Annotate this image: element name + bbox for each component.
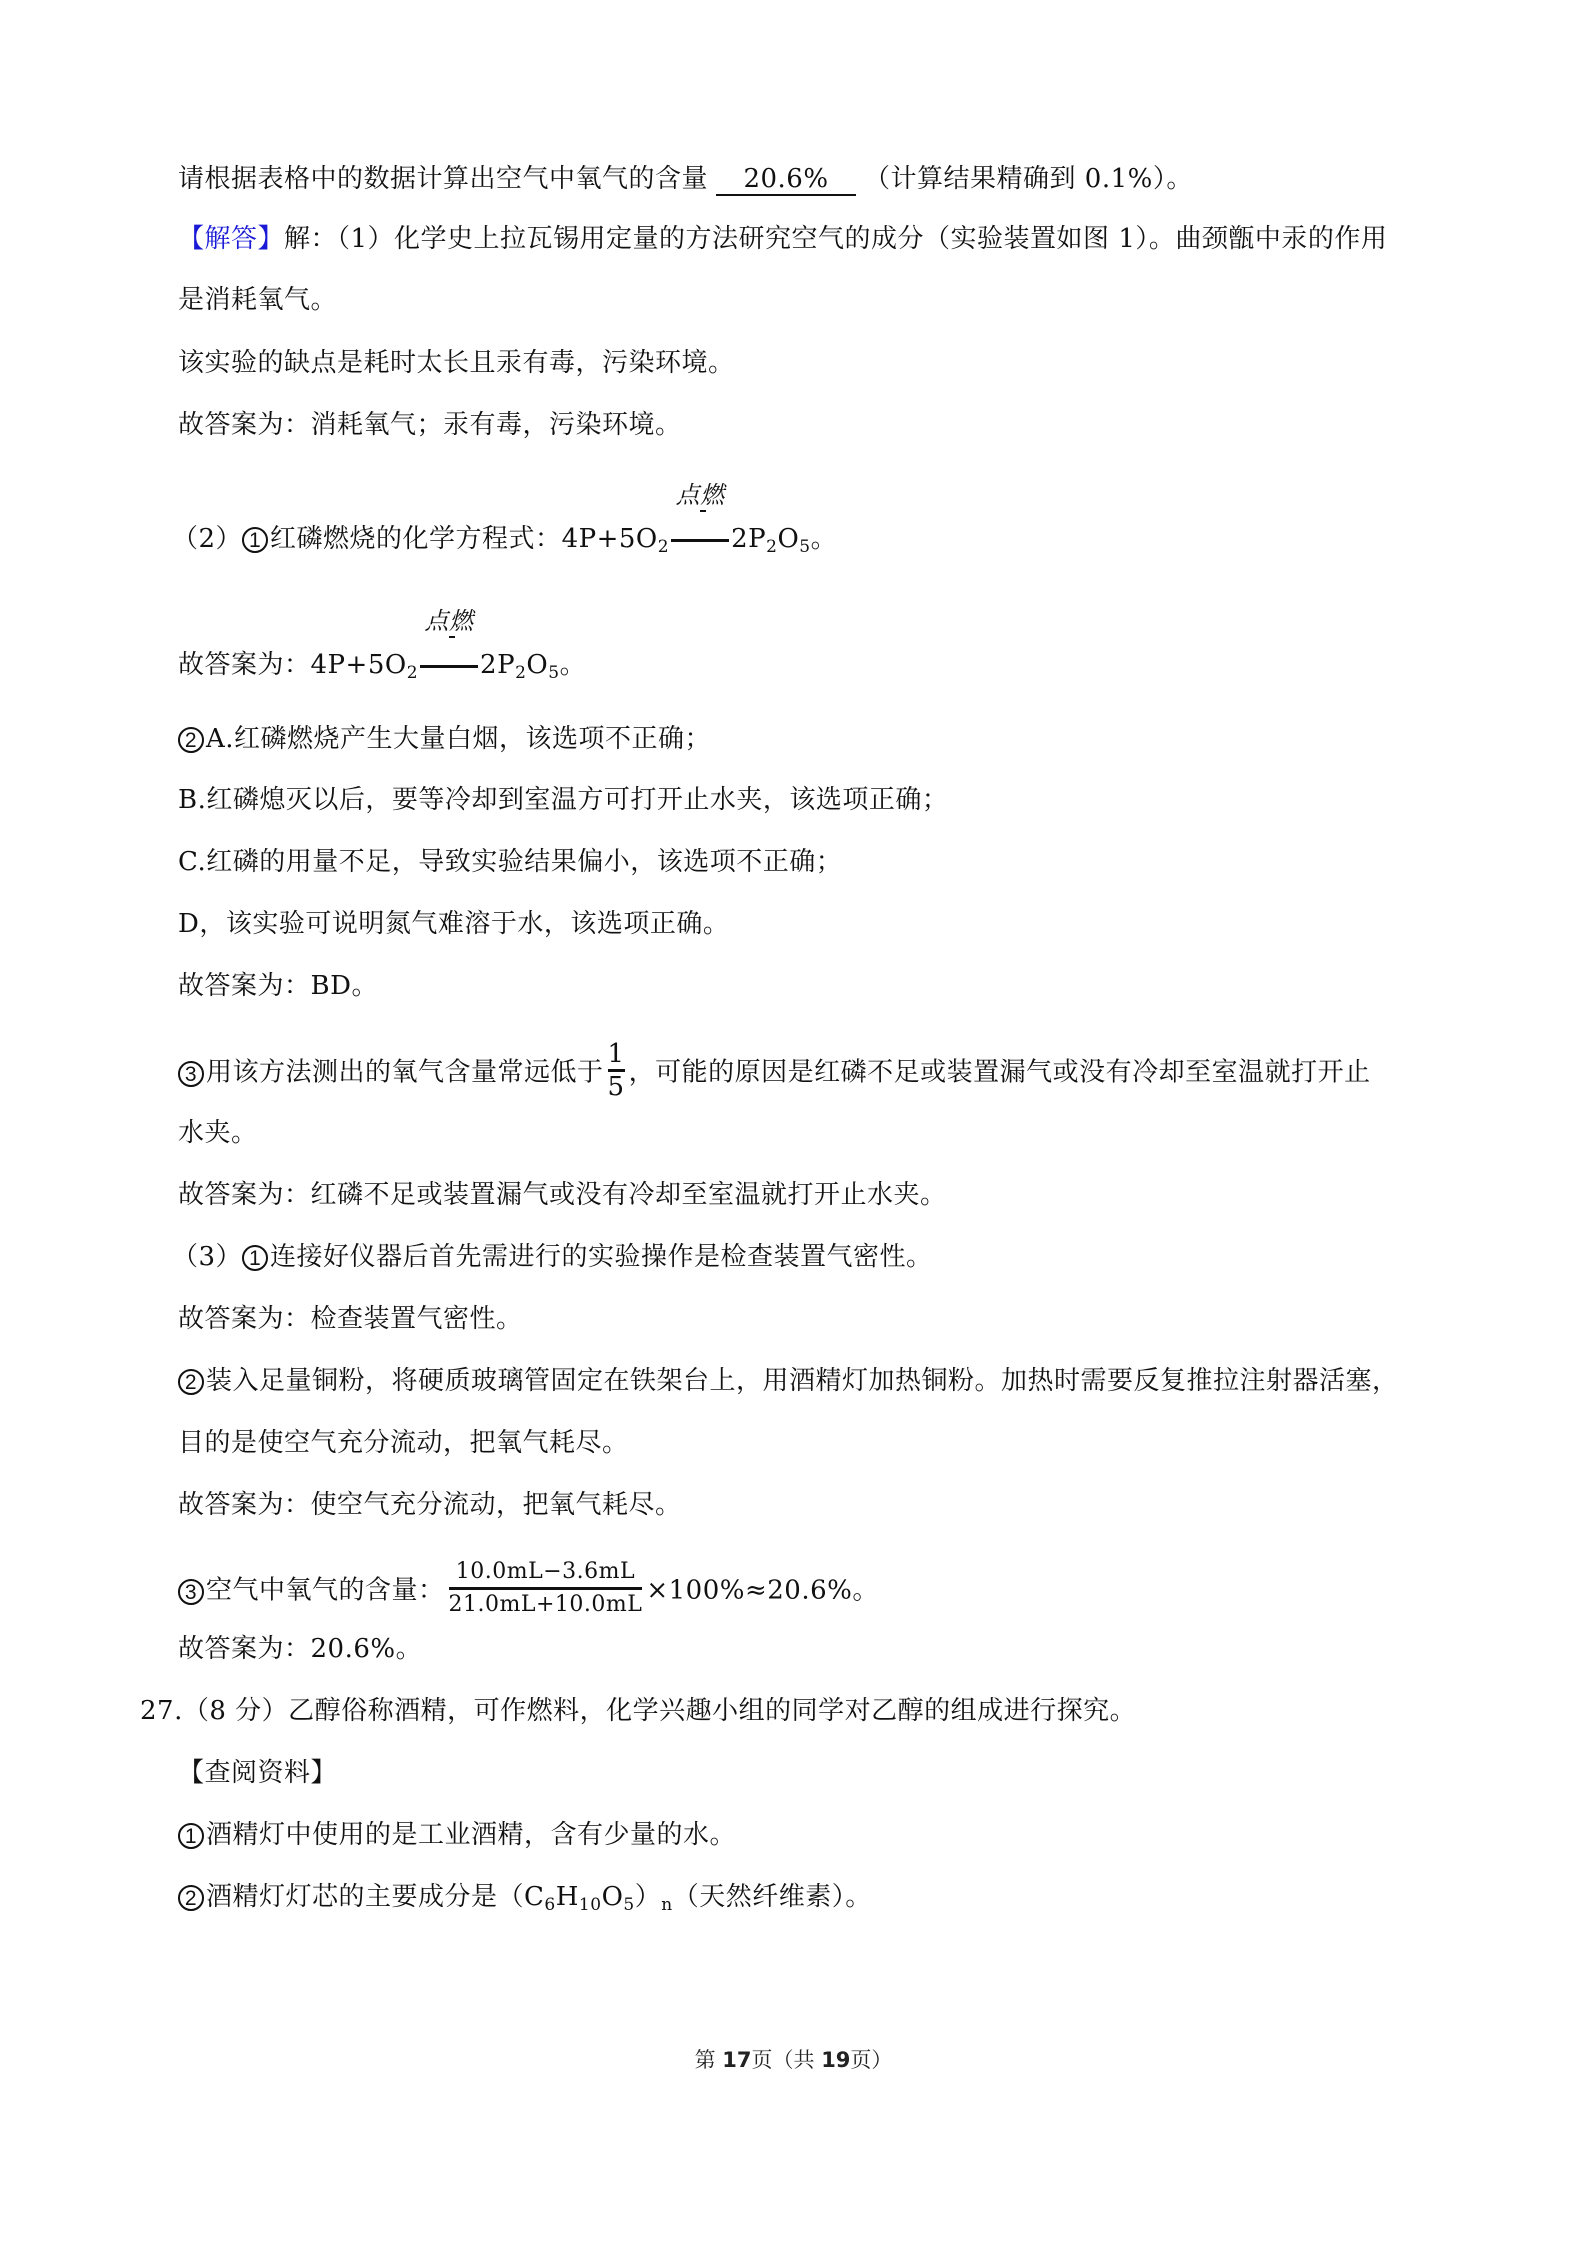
period: 。 (559, 650, 587, 680)
answer-prefix: 故答案为： (178, 650, 311, 680)
option-a (178, 722, 711, 756)
answer-3-1: 故答案为：检查装置气密性。 (178, 1304, 523, 1334)
product: O (777, 524, 800, 554)
q2-label: （2） (172, 524, 243, 554)
item-text: 酒精灯中使用的是工业酒精，含有少量的水。 (206, 1820, 737, 1850)
element: O (601, 1882, 624, 1912)
option-b: B.红磷熄灭以后，要等冷却到室温方可打开止水夹，该选项正确； (178, 785, 949, 815)
q3-1-line (172, 1240, 933, 1274)
fill-prefix: 请根据表格中的数据计算出空气中氧气的含量 (178, 164, 709, 194)
q27-title: 27.（8 分）乙醇俗称酒精，可作燃料，化学兴趣小组的同学对乙醇的组成进行探究。 (140, 1696, 1137, 1726)
product: O (526, 650, 549, 680)
circled-number-icon: 3 (178, 1579, 204, 1605)
circled-number-icon: 1 (242, 527, 268, 553)
reaction-arrow (418, 607, 480, 682)
item-text: 酒精灯灯芯的主要成分是（C (206, 1882, 545, 1912)
footer-text: 页） (850, 2048, 893, 2072)
item-text: （天然纤维素）。 (672, 1882, 872, 1912)
q27-item-2 (178, 1880, 872, 1914)
equals-line (671, 539, 729, 542)
q3-1-text: 连接好仪器后首先需进行的实验操作是检查装置气密性。 (270, 1242, 933, 1272)
defect-line: 该实验的缺点是耗时太长且汞有毒，污染环境。 (178, 348, 735, 378)
page-footer (0, 2044, 1587, 2074)
tick-mark (449, 636, 455, 638)
q2-1-text: 红磷燃烧的化学方程式： (270, 524, 562, 554)
circled-number-icon: 2 (178, 1369, 204, 1395)
q3-3-line (178, 1560, 879, 1623)
q3-2-line (178, 1364, 1399, 1398)
q2-3-text: 用该方法测出的氧气含量常远低于 (206, 1057, 604, 1088)
fraction (608, 1039, 625, 1102)
sub: n (661, 1895, 673, 1915)
q2-3-line (178, 1039, 1371, 1105)
sub: 5 (623, 1895, 635, 1915)
denominator: 21.0mL+10.0mL (448, 1592, 643, 1617)
circled-number-icon: 2 (178, 727, 204, 753)
answer-3-2: 故答案为：使空气充分流动，把氧气耗尽。 (178, 1490, 682, 1520)
paren: ） (634, 1882, 662, 1912)
q3-2-cont: 目的是使空气充分流动，把氧气耗尽。 (178, 1428, 629, 1458)
q2-1-line (172, 481, 838, 557)
sub: 2 (657, 537, 670, 557)
circled-number-icon: 1 (242, 1245, 268, 1271)
answer-intro (178, 222, 1387, 256)
footer-text: 第 (694, 2048, 723, 2072)
chemical-equation (310, 607, 587, 683)
circled-number-icon: 3 (178, 1061, 204, 1087)
q3-label: （3） (172, 1242, 243, 1272)
sub: 5 (548, 663, 560, 683)
answer-2-2: 故答案为：BD。 (178, 971, 378, 1001)
q2-3-cont: 水夹。 (178, 1118, 258, 1148)
chemical-equation (561, 481, 838, 557)
product: 2P (480, 650, 516, 680)
reactants: 4P+5O (561, 524, 658, 554)
sub: 2 (515, 663, 527, 683)
fill-suffix: （计算结果精确到 0.1%）。 (864, 164, 1193, 194)
element: H (555, 1882, 579, 1912)
answer-tag: 【解答】 (178, 224, 285, 254)
reaction-condition: 点燃 (675, 481, 725, 509)
answer-intro-text: 解：（1）化学史上拉瓦锡用定量的方法研究空气的成分（实验装置如图 1）。曲颈甑中汞的作用 (284, 224, 1388, 254)
footer-text: 页（共 (751, 2048, 822, 2072)
reactants: 4P+5O (310, 650, 407, 680)
option-c: C.红磷的用量不足，导致实验结果偏小，该选项不正确； (178, 847, 843, 877)
sub: 2 (766, 537, 778, 557)
answer-1: 故答案为：消耗氧气；汞有毒，污染环境。 (178, 410, 682, 440)
option-text: A.红磷燃烧产生大量白烟，该选项不正确； (206, 724, 712, 754)
answer-3-3: 故答案为：20.6%。 (178, 1634, 423, 1664)
q3-2-text: 装入足量铜粉，将硬质玻璃管固定在铁架台上，用酒精灯加热铜粉。加热时需要反复推拉注射器活塞， (206, 1366, 1399, 1396)
q27-item-1 (178, 1818, 736, 1852)
equals-line (420, 665, 478, 668)
fraction (449, 1557, 643, 1620)
product: 2P (731, 524, 767, 554)
circled-number-icon: 1 (178, 1823, 204, 1849)
page-number: 17 (722, 2048, 752, 2072)
question-fill-line (178, 162, 1193, 196)
q3-3-text: 空气中氧气的含量： (206, 1575, 445, 1606)
numerator: 10.0mL−3.6mL (455, 1559, 636, 1584)
q2-3-text-after: ，可能的原因是红磷不足或装置漏气或没有冷却至室温就打开止 (628, 1057, 1371, 1088)
tick-mark (700, 510, 706, 512)
answer-2-3: 故答案为：红磷不足或装置漏气或没有冷却至室温就打开止水夹。 (178, 1180, 947, 1210)
reaction-condition: 点燃 (424, 607, 474, 635)
period: 。 (810, 524, 838, 554)
answer-2-1 (178, 607, 587, 683)
answer-blank: 20.6% (716, 164, 856, 196)
page-total: 19 (821, 2048, 851, 2072)
sub: 6 (544, 1895, 556, 1915)
denominator: 5 (607, 1072, 625, 1102)
reaction-arrow (669, 481, 731, 556)
section-heading: 【查阅资料】 (178, 1758, 338, 1788)
sub: 10 (578, 1895, 602, 1915)
option-d: D，该实验可说明氮气难溶于水，该选项正确。 (178, 909, 730, 939)
sub: 2 (406, 663, 419, 683)
sub: 5 (799, 537, 811, 557)
numerator: 1 (607, 1039, 625, 1069)
answer-intro-cont: 是消耗氧气。 (178, 285, 338, 315)
q3-3-result: ×100%≈20.6%。 (646, 1575, 879, 1606)
circled-number-icon: 2 (178, 1885, 204, 1911)
